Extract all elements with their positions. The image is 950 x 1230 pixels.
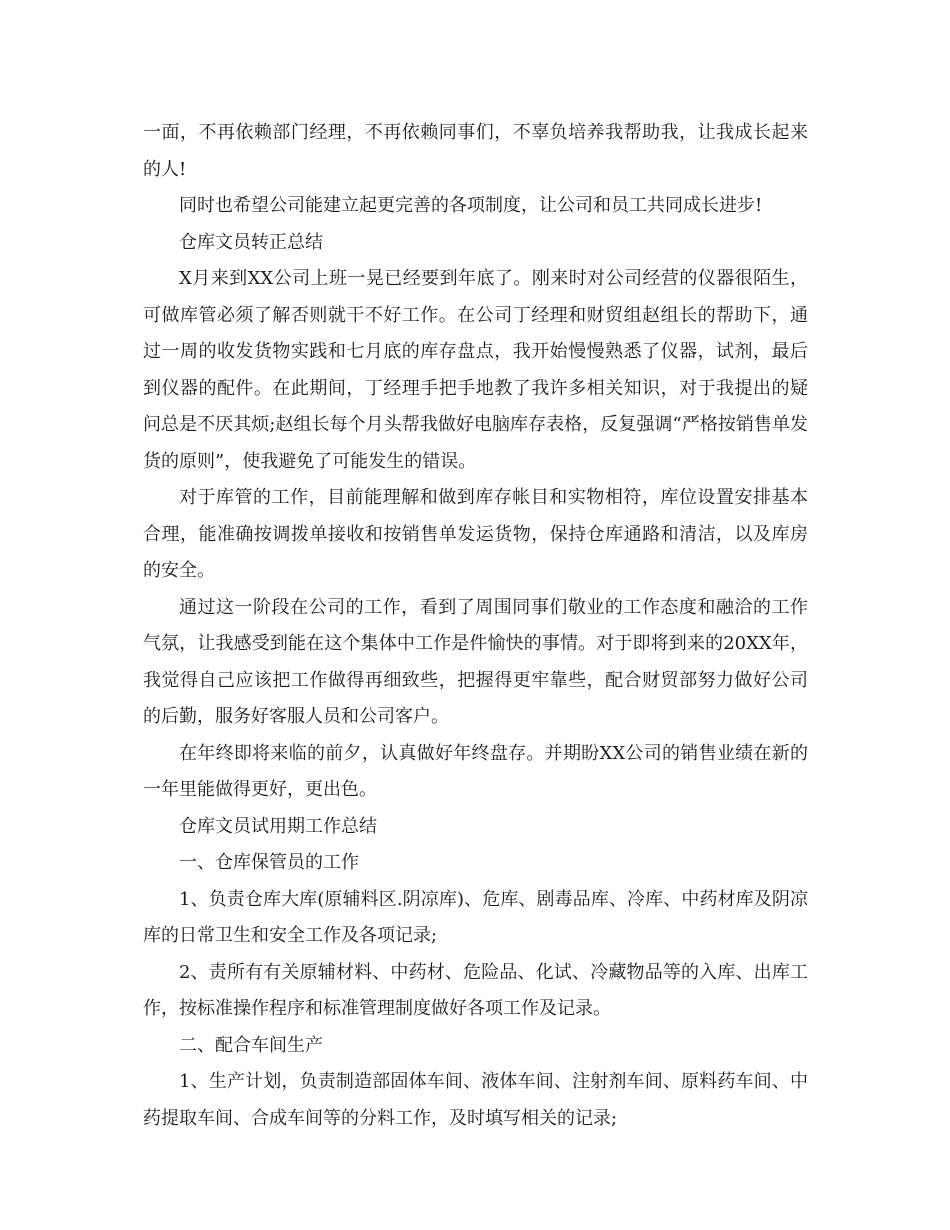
- list-item-1: 1、负责仓库大库(原辅料区.阴凉库)、危库、剧毒品库、冷库、中药材库及阴凉库的日常卫生和安全工作及各项记录;: [143, 888, 808, 946]
- list-item-3: 1、生产计划，负责制造部固体车间、液体车间、注射剂车间、原料药车间、中药提取车间、合成车间等的分料工作，及时填写相关的记录;: [143, 1071, 808, 1129]
- document-body: [143, 115, 808, 1137]
- paragraph-6: 在年终即将来临的前夕，认真做好年终盘存。并期盼XX公司的销售业绩在新的一年里能做得更好，更出色。: [143, 742, 808, 800]
- paragraph-5: 通过这一阶段在公司的工作，看到了周围同事们敬业的工作态度和融洽的工作气氛，让我感受到能在这个集体中工作是件愉快的事情。对于即将到来的20XX年，我觉得自己应该把工作做得再细致些，把握得更牢靠些，配合财贸部努力做好公司的后勤，服务好客服人员和公司客户。: [143, 596, 808, 727]
- section-heading-1: 仓库文员转正总结: [179, 231, 323, 253]
- paragraph-4: 对于库管的工作，目前能理解和做到库存帐目和实物相符，库位设置安排基本合理，能准确按调拨单接收和按销售单发运货物，保持仓库通路和清洁，以及库房的安全。: [143, 487, 808, 581]
- subheading-1: 一、仓库保管员的工作: [179, 852, 359, 873]
- section-heading-2: 仓库文员试用期工作总结: [179, 815, 377, 837]
- paragraph-2: 同时也希望公司能建立起更完善的各项制度，让公司和员工共同成长进步!: [179, 195, 763, 216]
- paragraph-1: 一面，不再依赖部门经理，不再依赖同事们，不辜负培养我帮助我，让我成长起来的人!: [143, 122, 808, 180]
- paragraph-3: X月来到XX公司上班一晃已经要到年底了。刚来时对公司经营的仪器很陌生，可做库管必须了解否则就干不好工作。在公司丁经理和财贸组赵组长的帮助下，通过一周的收发货物实践和七月底的库存盘点，我开始慢慢熟悉了仪器，试剂，最后到仪器的配件。在此期间，丁经理手把手地教了我许多相关知识，对于我提出的疑问总是不厌其烦;赵组长每个月头帮我做好电脑库存表格，反复强调“严格按销售单发货的原则”，使我避免了可能发生的错误。: [143, 268, 808, 472]
- list-item-2: 2、责所有有关原辅材料、中药材、危险品、化试、冷藏物品等的入库、出库工作，按标准操作程序和标准管理制度做好各项工作及记录。: [143, 961, 808, 1019]
- subheading-2: 二、配合车间生产: [179, 1034, 323, 1056]
